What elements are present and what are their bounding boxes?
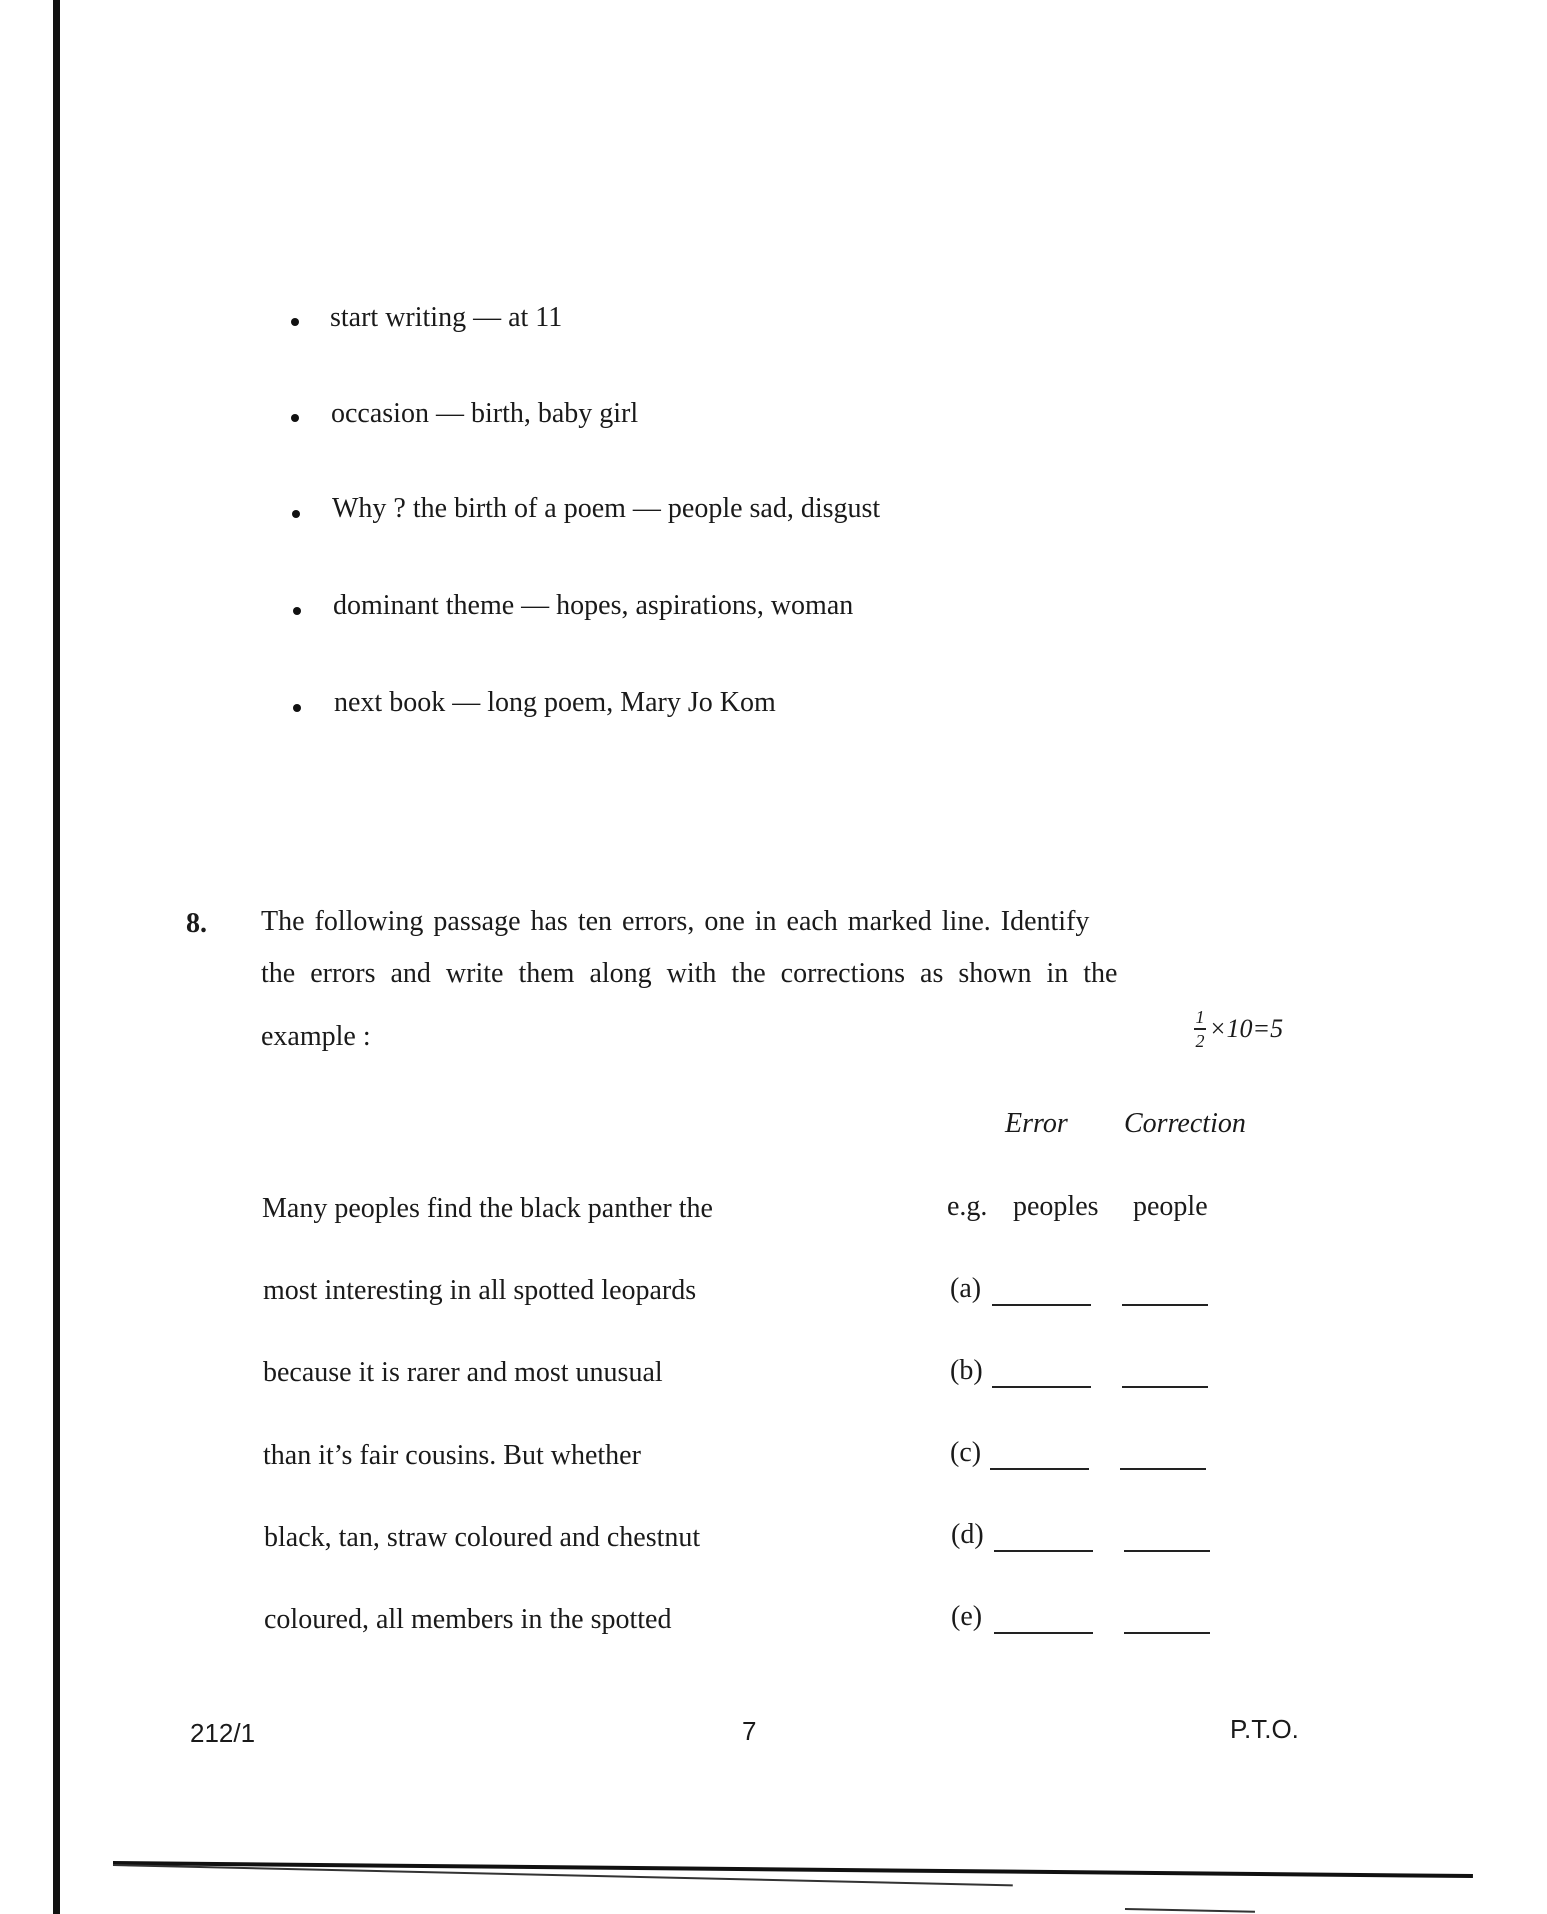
correction-answer-blank[interactable] — [1122, 1304, 1208, 1306]
error-answer-blank[interactable] — [990, 1468, 1089, 1470]
page-number: 7 — [742, 1716, 757, 1746]
bullet-icon — [292, 510, 300, 518]
bullet-icon — [293, 607, 301, 615]
row-label: e.g. — [947, 1191, 988, 1222]
row-label: (d) — [951, 1519, 984, 1550]
correction-header: Correction — [1124, 1108, 1246, 1139]
pto-label: P.T.O. — [1230, 1714, 1299, 1744]
question-line: The following passage has ten errors, one in each marked line. Identify — [261, 906, 1090, 937]
question-line: example : — [261, 1021, 371, 1052]
bullet-icon — [293, 704, 301, 712]
passage-line: because it is rarer and most unusual — [263, 1357, 663, 1388]
error-answer-blank[interactable] — [992, 1386, 1091, 1388]
bullet-item: start writing — at 11 — [330, 302, 563, 333]
question-line: the errors and write them along with the corrections as shown in the — [261, 958, 1118, 989]
question-number: 8. — [186, 908, 207, 939]
row-label: (b) — [950, 1355, 983, 1386]
fraction-denominator: 2 — [1195, 1030, 1205, 1051]
marks-label — [1194, 1008, 1283, 1050]
bullet-item: dominant theme — hopes, aspirations, woman — [333, 590, 854, 621]
page-edge-bar — [53, 0, 60, 1914]
row-label: (a) — [950, 1273, 982, 1304]
correction-answer-blank[interactable] — [1124, 1632, 1210, 1634]
passage-line: black, tan, straw coloured and chestnut — [264, 1522, 701, 1553]
example-error: peoples — [1013, 1191, 1099, 1222]
bullet-item: occasion — birth, baby girl — [331, 398, 639, 429]
bullet-item: next book — long poem, Mary Jo Kom — [334, 687, 776, 718]
passage-line: coloured, all members in the spotted — [264, 1604, 672, 1635]
passage-line: Many peoples find the black panther the — [262, 1193, 713, 1224]
error-header: Error — [1005, 1108, 1068, 1139]
correction-answer-blank[interactable] — [1120, 1468, 1206, 1470]
example-correction: people — [1133, 1191, 1208, 1222]
error-answer-blank[interactable] — [994, 1550, 1093, 1552]
error-answer-blank[interactable] — [992, 1304, 1091, 1306]
passage-line: most interesting in all spotted leopards — [263, 1275, 697, 1306]
error-answer-blank[interactable] — [994, 1632, 1093, 1634]
bullet-item: Why ? the birth of a poem — people sad, disgust — [332, 493, 881, 524]
passage-line: than it’s fair cousins. But whether — [263, 1440, 641, 1471]
fraction-numerator: 1 — [1195, 1007, 1205, 1027]
bottom-rule — [1125, 1908, 1255, 1912]
marks-value: ×10=5 — [1209, 1013, 1284, 1043]
paper-code: 212/1 — [190, 1718, 256, 1748]
correction-answer-blank[interactable] — [1122, 1386, 1208, 1388]
correction-answer-blank[interactable] — [1124, 1550, 1210, 1552]
row-label: (e) — [951, 1601, 983, 1632]
row-label: (c) — [950, 1437, 982, 1468]
bullet-icon — [291, 414, 299, 422]
bullet-icon — [291, 318, 299, 326]
